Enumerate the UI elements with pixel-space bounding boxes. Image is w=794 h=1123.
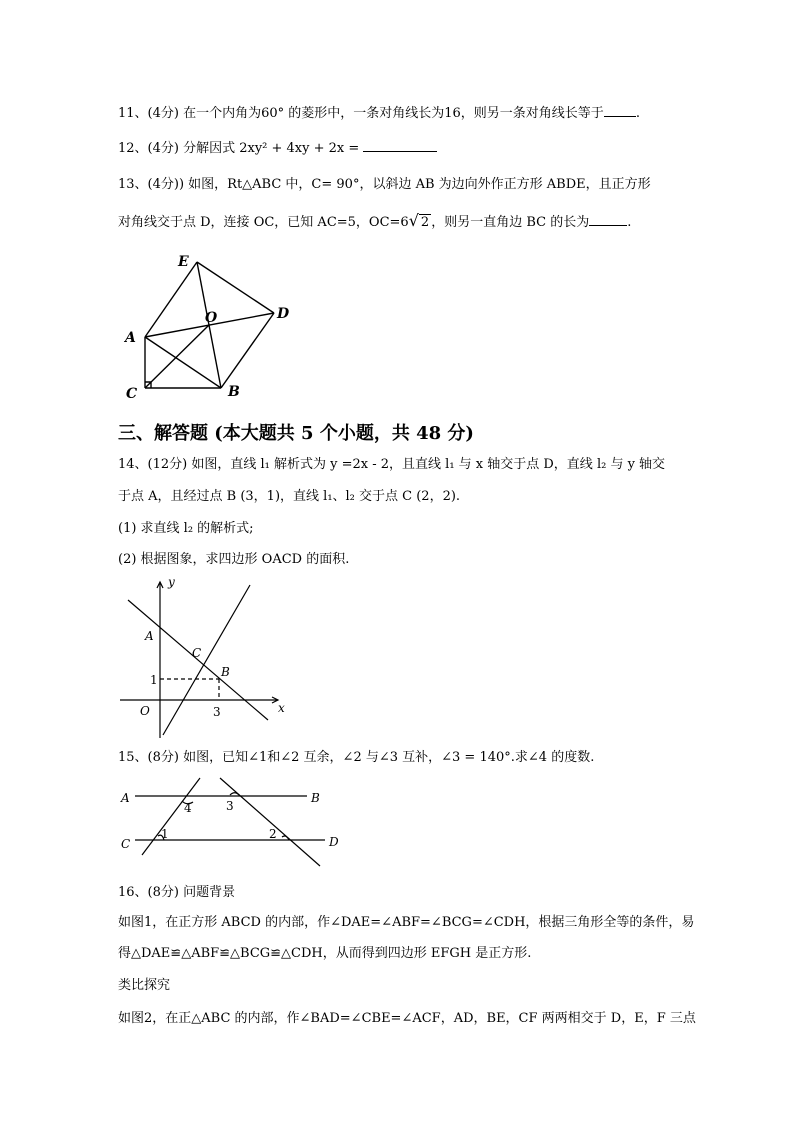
label-D: D	[277, 306, 290, 322]
label-angle-4: 4	[184, 801, 192, 815]
label-B: B	[221, 665, 230, 679]
question-13-line1: 13、(4分)) 如图，Rt△ABC 中，C= 90°，以斜边 AB 为边向外作正方形 ABDE，且正方形	[118, 177, 651, 192]
label-A: A	[145, 629, 154, 643]
question-14-part2: (2) 根据图象，求四边形 OACD 的面积.	[118, 552, 350, 567]
label-B: B	[311, 791, 320, 805]
label-angle-2: 2	[269, 827, 277, 841]
question-14-part1: (1) 求直线 l₂ 的解析式;	[118, 521, 254, 536]
question-13-text-a: 对角线交于点 D，连接 OC，已知 AC=5，OC=6	[118, 215, 409, 230]
label-one: 1	[150, 673, 158, 687]
question-12-text: 12、(4分) 分解因式 2xy² + 4xy + 2x =	[118, 141, 360, 156]
question-14-line1: 14、(12分) 如图，直线 l₁ 解析式为 y =2x - 2，且直线 l₁ 与 x 轴交于点 D，直线 l₂ 与 y 轴交	[118, 457, 666, 472]
question-13-text-b: ，则另一直角边 BC 的长为	[431, 215, 590, 230]
label-D: D	[329, 835, 339, 849]
question-11-text: 11、(4分) 在一个内角为60° 的菱形中，一条对角线长为16，则另一条对角线长等于	[118, 106, 604, 121]
label-B: B	[228, 384, 240, 400]
question-14-line2: 于点 A，且经过点 B (3，1)，直线 l₁、l₂ 交于点 C (2，2).	[118, 489, 461, 504]
label-O: O	[140, 704, 150, 718]
label-A: A	[125, 330, 136, 346]
label-C: C	[126, 386, 138, 402]
question-15: 15、(8分) 如图，已知∠1和∠2 互余，∠2 与∠3 互补，∠3 = 140°.求∠4 的度数.	[118, 750, 595, 765]
question-16-p3: 如图2，在正△ABC 的内部，作∠BAD=∠CBE=∠ACF，AD，BE，CF 两两相交于 D，E，F 三点	[118, 1011, 696, 1026]
question-16-subheading: 类比探究	[118, 978, 171, 993]
label-y-axis: y	[168, 575, 175, 589]
label-O: O	[205, 310, 218, 326]
question-16-p2: 得△DAE≌△ABF≌△BCG≌△CDH，从而得到四边形 EFGH 是正方形.	[118, 946, 532, 961]
label-angle-3: 3	[226, 799, 234, 813]
sqrt-symbol: √	[408, 211, 419, 230]
label-angle-1: 1	[161, 827, 169, 841]
section-3-heading: 三、解答题 (本大题共 5 个小题，共 48 分)	[118, 423, 474, 444]
question-13-end: .	[627, 215, 632, 230]
question-11-end: .	[635, 106, 640, 121]
label-C: C	[192, 646, 202, 660]
label-A: A	[121, 791, 130, 805]
sqrt-argument: 2	[420, 215, 430, 230]
label-three: 3	[213, 705, 221, 719]
question-16-title: 16、(8分) 问题背景	[118, 885, 236, 900]
question-16-p1: 如图1，在正方形 ABCD 的内部，作∠DAE=∠ABF=∠BCG=∠CDH，根据三角形全等的条件，易	[118, 915, 695, 930]
label-E: E	[178, 254, 189, 270]
label-x-axis: x	[278, 701, 285, 715]
label-C: C	[121, 837, 131, 851]
